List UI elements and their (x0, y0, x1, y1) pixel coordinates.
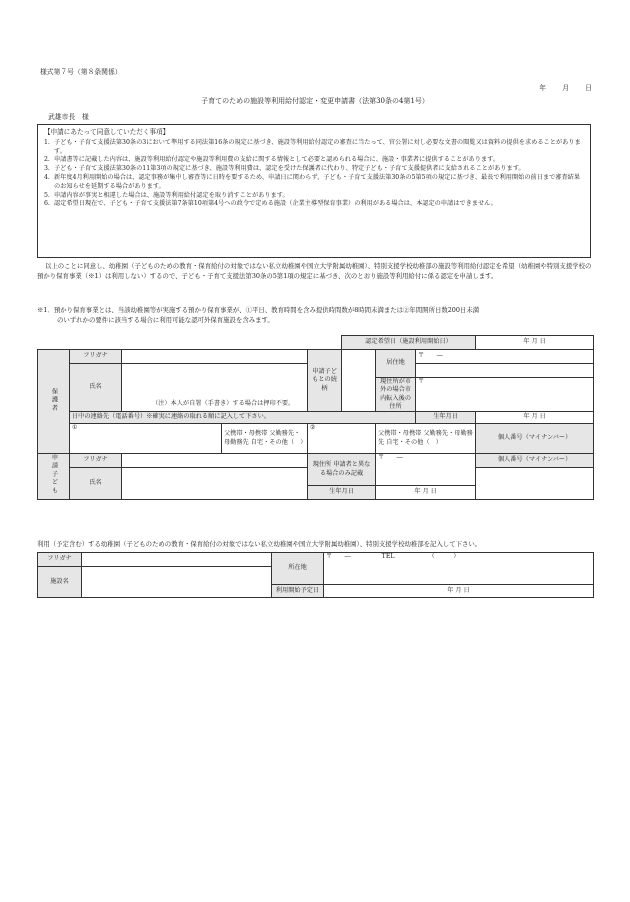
facility-name-field[interactable] (82, 567, 272, 598)
child-furigana-field[interactable] (122, 454, 308, 468)
start-date-field[interactable]: 年 月 日 (324, 585, 594, 598)
child-mynumber-label: 個人番号（マイナンバー） (476, 454, 594, 468)
consent-heading: 【申請にあたって同意していただく事項】 (44, 128, 170, 136)
addressee: 武雄市長 様 (48, 113, 89, 121)
address-label: 居住地 (376, 350, 416, 378)
consent-item: 6. 認定希望日現在で、子ども・子育て支援法第7条第10項第4号への政令で定める施設（企業主導型保育事業）の利用がある場合は、本認定の申請はできません。 (44, 200, 497, 208)
footnote-line-2: のいずれかの要件に該当する場合に利用可能な認可外保育施設を含みます。 (57, 315, 274, 324)
contact-label: 日中の連絡先（電話番号）※確実に連絡の取れる順に記入して下さい。 (70, 412, 416, 424)
moving-address-label: 現住所が市外の場合市内転入後の住所 (376, 378, 416, 412)
form-title: 子育てのための施設等利用給付認定・変更申請書（法第30条の4第1号） (201, 97, 429, 105)
facility-intro: 利用（予定含む）する幼稚園（子どものための教育・保育給付の対象ではない私立幼稚園や国立大学附属幼稚園）、特別支援学校幼稚部を記入して下さい。 (37, 540, 482, 548)
contact-1-type[interactable]: 父携帯・母携帯 父勤務先・母勤務先 自宅・その他（ ） (222, 424, 308, 454)
consent-item: 1. 子ども・子育て支援法第30条の3において準用する同法第16条の規定に基づき、施設等利用給付認定の審査に当たって、官公署に対し必要な文書の閲覧又は資料の提供を求めることがあります。 (44, 138, 581, 155)
child-birth-field[interactable]: 年 月 日 (376, 486, 476, 500)
child-mynumber-field[interactable] (476, 468, 594, 500)
guardian-birth-field[interactable]: 年 月 日 (476, 412, 594, 424)
guardian-name-field[interactable] (122, 364, 308, 412)
contact-1-field[interactable]: ① (70, 424, 222, 454)
hope-date-field[interactable]: 年 月 日 (476, 336, 594, 350)
footnote-line-1: ※1．預かり保育事業とは、当該幼稚園等が実施する預かり保育事業が、①平日、教育時間を含み提供時間数が8時間未満または②年間開所日数200日未満 (37, 306, 480, 314)
facility-furigana-label: フリガナ (38, 553, 82, 567)
declaration-paragraph: 以上のことに同意し、幼稚園（子どものための教育・保育給付の対象ではない私立幼稚園や国立大学附属幼稚園）、特別支援学校幼稚部の施設等利用給付認定を希望（幼稚園や特別支援学校の預かり保育事業（※1）は利用しない）するので、子ども・子育て支援法第30条の5第1項の規定に基づき、次のとおり施設等利用給付に係る認定を申請します。 (37, 262, 592, 280)
facility-furigana-field[interactable] (82, 553, 272, 567)
consent-item: 3. 子ども・子育て支援法第30条の11第3項の規定に基づき、施設等利用費は、認定を受けた保護者に代わり、特定子ども・子育て支援提供者に支給されることがあります。 (44, 165, 525, 173)
applicant-table (37, 335, 594, 500)
guardian-name-label: 氏名 (70, 364, 122, 412)
consent-box (37, 124, 591, 258)
start-date-label: 利用開始予定日 (272, 585, 324, 598)
application-date[interactable]: 年 月 日 (539, 84, 592, 92)
hope-date-label: 認定希望日（施設利用開始日） (342, 336, 476, 350)
address-field[interactable] (416, 364, 594, 378)
child-current-address-label: 現住所 申請者と異なる場合のみ記載 (308, 454, 376, 486)
guardian-label: 保護者 (38, 350, 70, 454)
relation-label: 申請子どもとの続柄 (308, 350, 342, 412)
contact-2-field[interactable]: ② (308, 424, 376, 454)
signature-note: （注）本人が自署（手書き）する場合は押印不要。 (152, 399, 295, 407)
facility-table (37, 552, 594, 598)
child-birth-label: 生年月日 (308, 486, 376, 500)
footnote (37, 306, 593, 326)
guardian-furigana-field[interactable] (122, 350, 308, 364)
consent-item: 2. 申請書等に記載した内容は、施設等利用給付認定や施設等利用費の支給に関する情報として必要と認められる場合に、施設・事業者に提供することがあります。 (44, 156, 499, 164)
guardian-furigana-label: フリガナ (70, 350, 122, 364)
facility-name-label: 施設名 (38, 567, 82, 598)
child-name-label: 氏名 (70, 468, 122, 500)
moving-address-field[interactable]: 〒 (416, 378, 594, 412)
child-label: 申請子ども (38, 454, 70, 500)
child-current-address-field[interactable]: 〒 ― (376, 454, 476, 486)
contact-2-type[interactable]: 父携帯・母携帯 父勤務先・母勤務先 自宅・その他（ ） (376, 424, 476, 454)
consent-item: 5. 申請内容が事実と相違した場合は、施設等利用給付認定を取り消すことがあります。 (44, 191, 289, 199)
facility-location-field[interactable]: 〒 ― TEL （ ） (324, 553, 594, 585)
address-postal[interactable]: 〒 ― (416, 350, 594, 364)
relation-field[interactable] (342, 350, 376, 412)
form-number: 様式第７号（第８条関係） (40, 68, 122, 76)
consent-list (44, 139, 584, 209)
child-furigana-label: フリガナ (70, 454, 122, 468)
facility-location-label: 所在地 (272, 553, 324, 585)
guardian-mynumber-label: 個人番号（マイナンバー） (476, 424, 594, 454)
child-name-field[interactable] (122, 468, 308, 500)
guardian-birth-label: 生年月日 (416, 412, 476, 424)
consent-item: 4. 新年度4月利用開始の場合は、認定事務が集中し審査等に日時を要するため、申請日に関わらず、子ども・子育て支援法第30条の5第5項の規定に基づき、最長で利用開始の前日まで審査結果のお知らせを延期する場合があります。 (44, 174, 581, 190)
